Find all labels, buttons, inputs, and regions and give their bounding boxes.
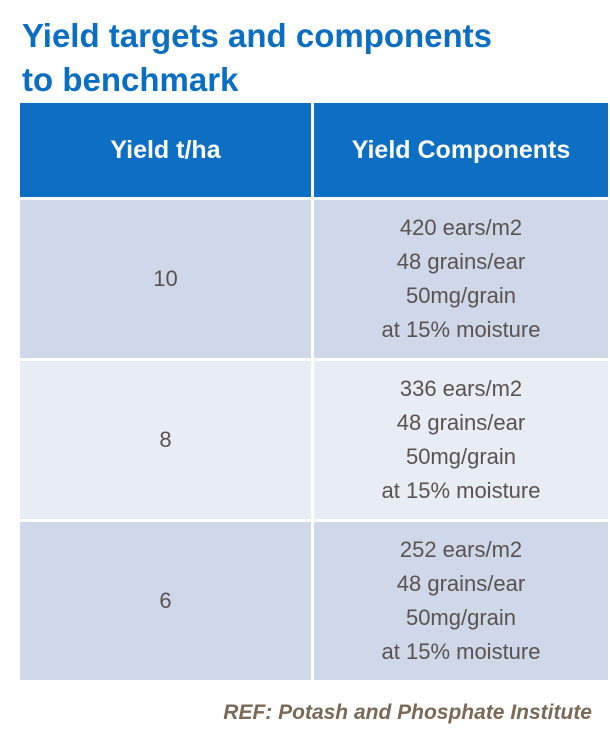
component-moisture: at 15% moisture <box>381 317 541 342</box>
component-ears: 252 ears/m2 <box>399 537 523 562</box>
title-line-1: Yield targets and components <box>22 17 493 54</box>
component-moisture: at 15% moisture <box>381 639 541 664</box>
component-ears: 420 ears/m2 <box>399 215 523 240</box>
header-row <box>19 102 610 199</box>
page-title <box>22 14 602 102</box>
component-grains: 48 grains/ear <box>396 249 526 274</box>
yield-cell: 10 <box>19 199 313 360</box>
component-grain-weight: 50mg/grain <box>405 283 517 308</box>
component-grains: 48 grains/ear <box>396 571 526 596</box>
components-cell <box>313 521 610 682</box>
components-cell <box>313 360 610 521</box>
header-components: Yield Components <box>313 102 610 199</box>
table-header <box>19 102 610 199</box>
yield-cell: 6 <box>19 521 313 682</box>
table-row <box>19 521 610 682</box>
yield-cell: 8 <box>19 360 313 521</box>
reference-note: REF: Potash and Phosphate Institute <box>223 701 592 724</box>
table-body <box>19 199 610 682</box>
components-cell <box>313 199 610 360</box>
table-row <box>19 199 610 360</box>
component-grain-weight: 50mg/grain <box>405 605 517 630</box>
yield-table <box>17 100 610 683</box>
header-yield: Yield t/ha <box>19 102 313 199</box>
component-grains: 48 grains/ear <box>396 410 526 435</box>
component-ears: 336 ears/m2 <box>399 376 523 401</box>
component-grain-weight: 50mg/grain <box>405 444 517 469</box>
table-row <box>19 360 610 521</box>
title-line-2: to benchmark <box>22 61 239 98</box>
component-moisture: at 15% moisture <box>381 478 541 503</box>
